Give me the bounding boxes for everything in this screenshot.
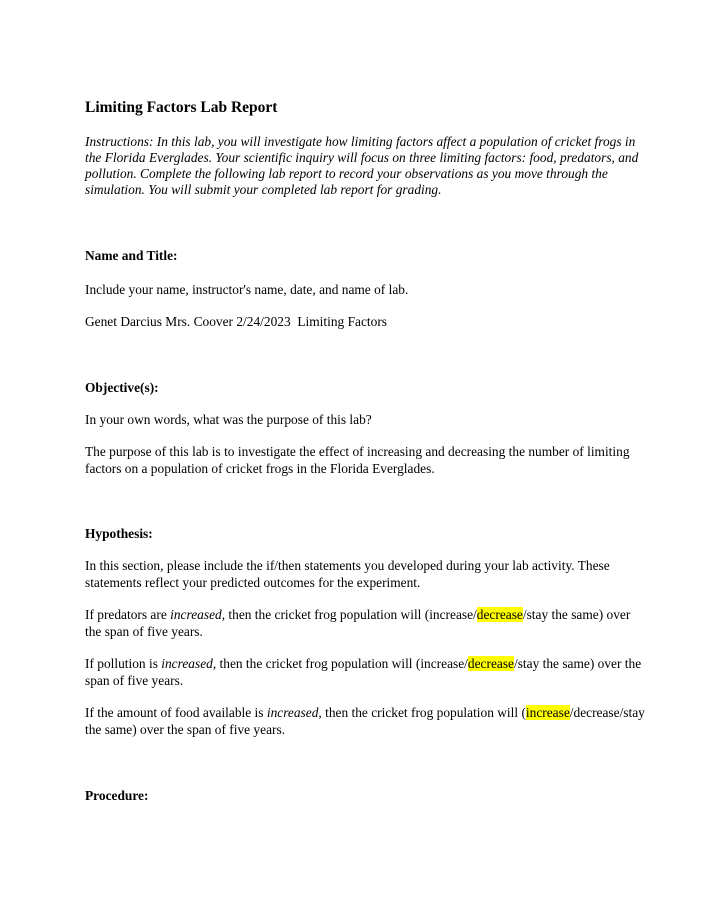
hypothesis-statement-predators [85,607,645,640]
statement-condition: increased [266,705,319,720]
statement-condition: increased [170,607,222,622]
statement-text: If predators are [85,607,171,622]
hypothesis-statement-pollution [85,656,645,689]
statement-text: , then the cricket frog population will (increase/ [212,656,468,671]
highlighted-choice: decrease [476,607,523,622]
statement-text: If the amount of food available is [85,705,267,720]
name-title-answer: Genet Darcius Mrs. Coover 2/24/2023 Limiting Factors [85,314,387,329]
statement-text: , then the cricket frog population will ( [318,705,526,720]
objective-prompt: In your own words, what was the purpose of this lab? [85,412,372,427]
highlighted-choice: increase [525,705,570,720]
statement-text: If pollution is [85,656,162,671]
name-title-prompt: Include your name, instructor's name, date, and name of lab. [85,282,409,297]
name-title-heading: Name and Title: [85,248,178,263]
procedure-heading: Procedure: [85,788,149,803]
statement-text: /decrease/stay the same) over the span of five years. [85,705,645,737]
objective-heading: Objective(s): [85,380,159,395]
instructions-text: Instructions: In this lab, you will investigate how limiting factors affect a population of cricket frogs in the Florida Everglades. Your scientific inquiry will focus on three limiting factors: food, predators, and pollution. Complete the following lab report to record your observations as you move through the simulation. You will submit your completed lab report for grading. [85,134,639,197]
page-title: Limiting Factors Lab Report [85,99,278,116]
statement-condition: increased [161,656,213,671]
statement-text: /stay the same) over the span of five years. [85,607,631,639]
statement-text: , then the cricket frog population will (increase/ [221,607,477,622]
highlighted-choice: decrease [467,656,514,671]
hypothesis-statement-food [85,705,645,738]
hypothesis-prompt: In this section, please include the if/then statements you developed during your lab activity. These statements reflect your predicted outcomes for the experiment. [85,558,610,590]
hypothesis-heading: Hypothesis: [85,526,153,541]
objective-answer: The purpose of this lab is to investigate the effect of increasing and decreasing the number of limiting factors on a population of cricket frogs in the Florida Everglades. [85,444,630,476]
statement-text: /stay the same) over the span of five years. [85,656,642,688]
